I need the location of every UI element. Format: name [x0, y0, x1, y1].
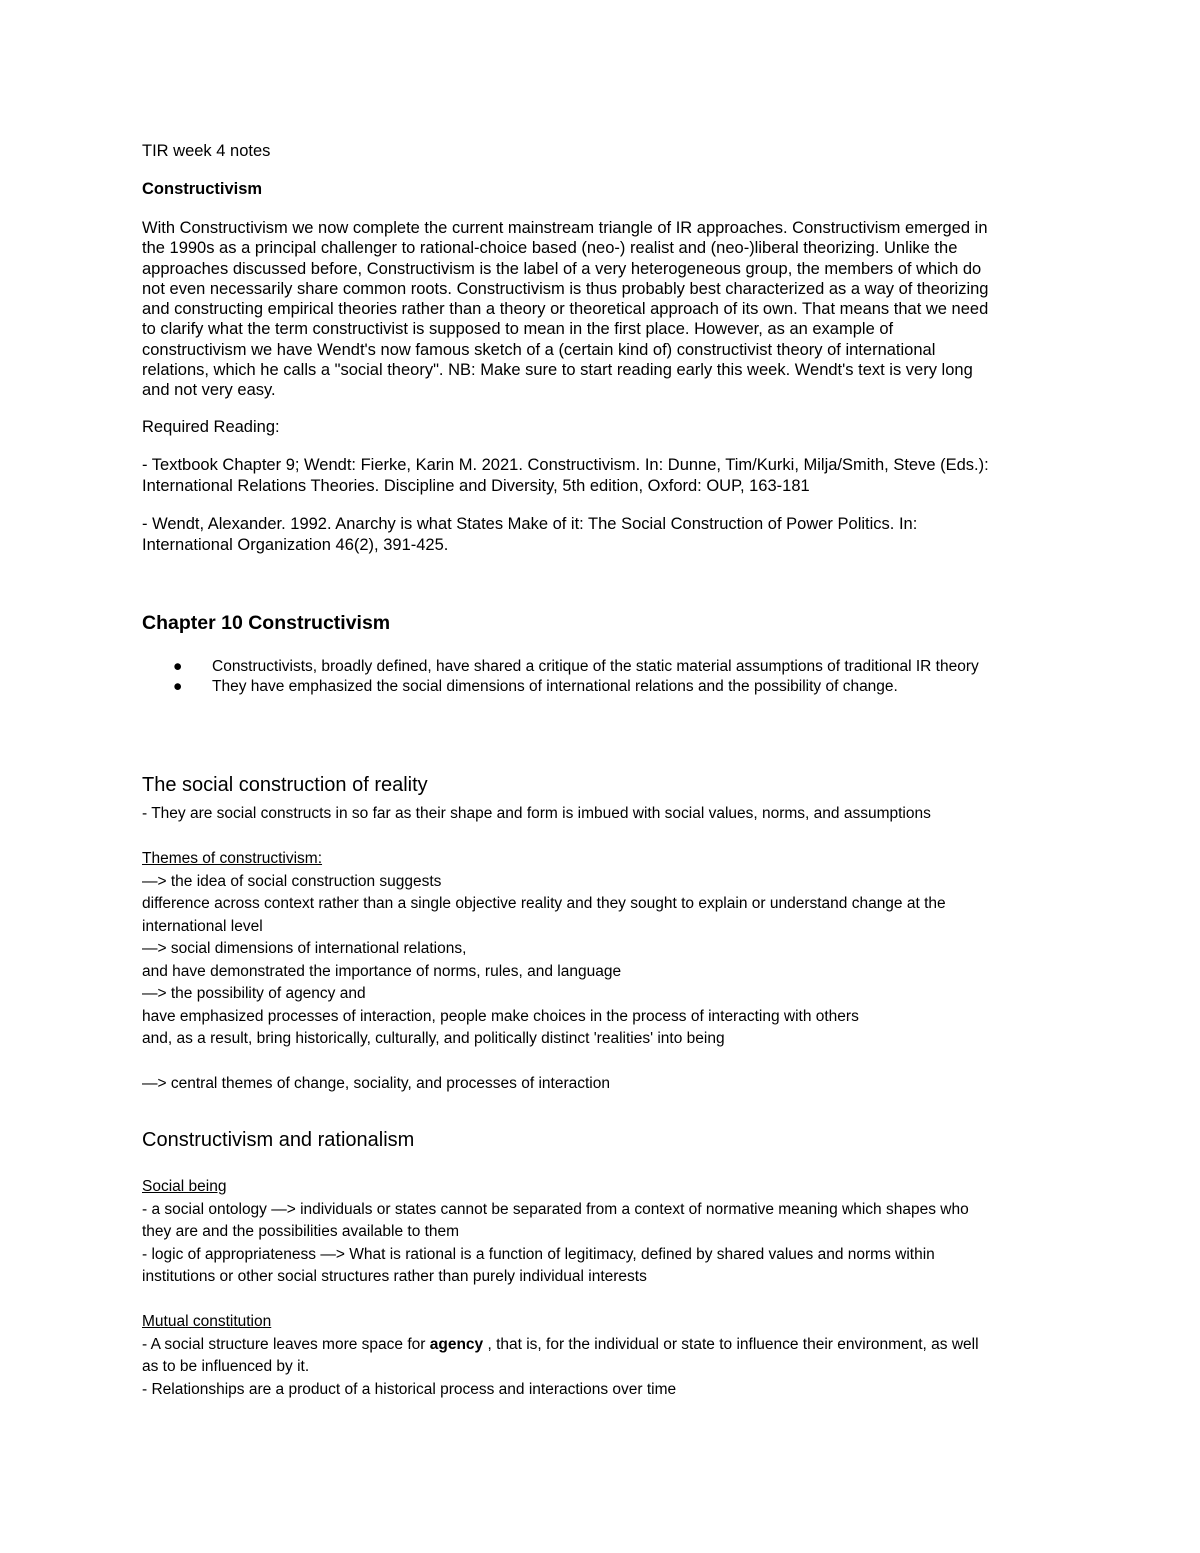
- bullet-text: They have emphasized the social dimensions of international relations and the possibility of change.: [212, 677, 898, 695]
- mutual-text: , that is, for the individual or state to influence their environment, as well: [483, 1335, 979, 1353]
- reference-line: International Organization 46(2), 391-425.: [142, 535, 449, 554]
- intro-line: relations, which he calls a "social theory". NB: Make sure to start reading early this week. Wendt's text is very long: [142, 361, 973, 380]
- themes-line: and have demonstrated the importance of norms, rules, and language: [142, 962, 622, 980]
- social-being-line: - a social ontology —> individuals or states cannot be separated from a context of normative meaning which shapes who: [142, 1200, 969, 1218]
- list-item: [142, 657, 1054, 677]
- themes-line: and, as a result, bring historically, culturally, and politically distinct 'realities' into being: [142, 1030, 725, 1047]
- reference-line: - Textbook Chapter 9; Wendt: Fierke, Karin M. 2021. Constructivism. In: Dunne, Tim/Kurki, Milja/Smith, Steve (Eds.):: [142, 456, 989, 474]
- rationalism-section: [142, 1176, 1054, 1401]
- chapter-bullet-list: [142, 657, 1054, 696]
- themes-summary: —> central themes of change, sociality, and processes of interaction: [142, 1075, 610, 1092]
- intro-line: not even necessarily share common roots. Constructivism is thus probably best characterized as a way of theorizing: [142, 279, 989, 298]
- mutual-line: - Relationships are a product of a historical process and interactions over time: [142, 1380, 677, 1398]
- social-being-line: they are and the possibilities available to them: [142, 1223, 460, 1240]
- reference-textbook: [142, 455, 1054, 496]
- themes-line: international level: [142, 917, 263, 935]
- intro-line: constructivism we have Wendt's now famous sketch of a (certain kind of) constructivist theory of international: [142, 340, 936, 359]
- agency-term: agency: [429, 1335, 484, 1353]
- social-being-label: Social being: [142, 1178, 227, 1195]
- required-reading-label: Required Reading:: [142, 418, 280, 436]
- intro-line: the 1990s as a principal challenger to rational-choice based (neo-) realist and (neo-)liberal theorizing. Unlike the: [142, 239, 958, 258]
- themes-line: difference across context rather than a single objective reality and they sought to explain or understand change at the: [142, 895, 946, 912]
- themes-line: have emphasized processes of interaction, people make choices in the process of interacting with others: [142, 1007, 859, 1025]
- rationalism-heading: Constructivism and rationalism: [142, 1129, 415, 1151]
- themes-line: —> the possibility of agency and: [142, 985, 366, 1002]
- intro-line: With Constructivism we now complete the current mainstream triangle of IR approaches. Constructivism emerged in: [142, 219, 988, 237]
- mutual-line: [142, 1334, 1054, 1357]
- social-being-line: institutions or other social structures rather than purely individual interests: [142, 1268, 647, 1285]
- bullet-icon: ●: [173, 658, 183, 675]
- document-title: TIR week 4 notes: [142, 142, 271, 160]
- bullet-icon: ●: [173, 677, 183, 695]
- bullet-text: Constructivists, broadly defined, have shared a critique of the static material assumptions of traditional IR theory: [212, 658, 979, 675]
- list-item: [142, 677, 1054, 697]
- mutual-text: - A social structure leaves more space for: [142, 1335, 430, 1353]
- intro-line: and constructing empirical theories rather than a theory or theoretical approach of its own. That means that we need: [142, 300, 989, 319]
- themes-label: Themes of constructivism:: [142, 850, 323, 867]
- mutual-constitution-label: Mutual constitution: [142, 1313, 272, 1330]
- themes-line: —> social dimensions of international relations,: [142, 940, 467, 957]
- social-construction-heading: The social construction of reality: [142, 774, 428, 796]
- reference-line: - Wendt, Alexander. 1992. Anarchy is what States Make of it: The Social Construction of Power Politics. In:: [142, 515, 918, 533]
- intro-line: and not very easy.: [142, 381, 276, 400]
- social-intro-line: - They are social constructs in so far as their shape and form is imbued with social values, norms, and assumptions: [142, 805, 931, 822]
- intro-paragraph: [142, 218, 1054, 401]
- social-construction-section: [142, 803, 1054, 1096]
- social-being-line: - logic of appropriateness —> What is rational is a function of legitimacy, defined by shared values and norms within: [142, 1245, 935, 1263]
- mutual-line: as to be influenced by it.: [142, 1358, 310, 1375]
- intro-line: to clarify what the term constructivist is supposed to mean in the first place. However, as an example of: [142, 320, 894, 339]
- intro-line: approaches discussed before, Constructivism is the label of a very heterogeneous group, the members of which do: [142, 259, 982, 278]
- themes-line: —> the idea of social construction suggests: [142, 872, 442, 890]
- reference-wendt: [142, 514, 1054, 555]
- constructivism-heading: Constructivism: [142, 180, 263, 198]
- reference-line: International Relations Theories. Discipline and Diversity, 5th edition, Oxford: OUP, 163-181: [142, 476, 810, 495]
- chapter-heading: Chapter 10 Constructivism: [142, 612, 391, 634]
